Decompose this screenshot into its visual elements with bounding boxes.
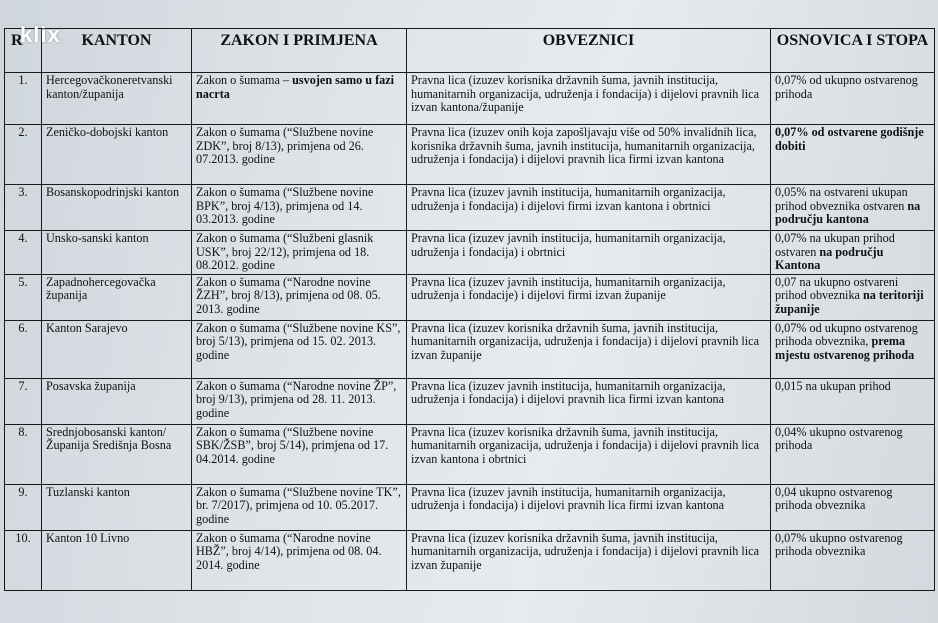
table-row bbox=[5, 378, 935, 424]
zakon-cell bbox=[192, 125, 407, 185]
kanton-text: Kanton 10 Livno bbox=[46, 530, 130, 545]
row-number-text: 9. bbox=[18, 484, 28, 499]
obveznici-text: Pravna lica (izuzev korisnika državnih šuma, javnih institucija, humanitarnih organizacija, udruženja i fondacija) i dijelovi pravnih lica izvan županije bbox=[411, 530, 760, 572]
osnovica-cell bbox=[771, 185, 935, 231]
table-row bbox=[5, 274, 935, 320]
kanton-text: Zeničko-dobojski kanton bbox=[46, 125, 169, 139]
kanton-text: Bosanskopodrinjski kanton bbox=[46, 185, 180, 199]
watermark-logo: klix bbox=[20, 22, 61, 47]
osnovica-cell bbox=[771, 378, 935, 424]
row-number bbox=[5, 484, 42, 530]
row-number-text: 7. bbox=[18, 378, 28, 393]
row-number-text: 5. bbox=[18, 274, 28, 289]
osnovica-text: 0,05% na ostvareni ukupan prihod obveznika ostvaren bbox=[775, 185, 908, 213]
zakon-bold-text: usvojen samo u fazi nacrta bbox=[196, 73, 395, 101]
zakon-cell bbox=[192, 378, 407, 424]
obveznici-cell bbox=[407, 185, 771, 231]
obveznici-cell bbox=[407, 320, 771, 378]
zakon-text: Zakon o šumama (“Službene novine BPK”, broj 4/13), primjena od 14. 03.2013. godine bbox=[196, 185, 374, 227]
osnovica-text: 0,04 ukupno ostvarenog prihoda obveznika bbox=[775, 484, 893, 513]
obveznici-text: Pravna lica (izuzev javnih institucija, humanitarnih organizacija, udruženja i fondacija) i dijelovi firmi izvan kantona i obrtnici bbox=[411, 185, 726, 213]
zakon-text: Zakon o šumama (“Službene novine TK”, br. 7/2017), primjena od 10. 05.2017. godine bbox=[196, 484, 401, 526]
kanton-text: Unsko-sanski kanton bbox=[46, 231, 149, 245]
osnovica-cell bbox=[771, 231, 935, 275]
kanton-cell bbox=[42, 231, 192, 275]
osnovica-bold-text: na teritoriji županije bbox=[775, 288, 924, 316]
zakon-cell bbox=[192, 424, 407, 484]
obveznici-text: Pravna lica (izuzev onih koja zapošljavaju više od 50% invalidnih lica, korisnika državnih šuma, javnih institucija, humanitarnih organizacija, udruženja i fondacija) i dijelovi pravnih lica firmi izvan kantona bbox=[411, 125, 757, 167]
header-zakon: ZAKON I PRIMJENA bbox=[192, 29, 407, 73]
kanton-text: Posavska županija bbox=[46, 378, 136, 393]
obveznici-cell bbox=[407, 125, 771, 185]
zakon-text: Zakon o šumama – bbox=[196, 73, 293, 87]
zakon-cell bbox=[192, 530, 407, 590]
header-kanton: KANTON bbox=[42, 29, 192, 73]
zakon-cell bbox=[192, 73, 407, 125]
table-row bbox=[5, 530, 935, 590]
row-number-text: 6. bbox=[18, 320, 28, 335]
row-number-text: 2. bbox=[18, 125, 28, 139]
kanton-text: Hercegovačkoneretvanski kanton/županija bbox=[46, 73, 173, 101]
osnovica-cell bbox=[771, 73, 935, 125]
row-number bbox=[5, 185, 42, 231]
kanton-text: Kanton Sarajevo bbox=[46, 320, 128, 335]
kanton-cell bbox=[42, 320, 192, 378]
osnovica-bold-text: prema mjestu ostvarenog prihoda bbox=[775, 334, 915, 362]
obveznici-text: Pravna lica (izuzev korisnika državnih šuma, javnih institucija, humanitarnih organizacija, udruženja i fondacija) i dijelovi pravnih lica izvan županije bbox=[411, 320, 760, 362]
zakon-text: Zakon o šumama (“Službene novine KS”, broj 5/13), primjena od 15. 02. 2013. godine bbox=[196, 320, 401, 362]
row-number bbox=[5, 424, 42, 484]
obveznici-cell bbox=[407, 484, 771, 530]
zakon-cell bbox=[192, 274, 407, 320]
table-row bbox=[5, 185, 935, 231]
header-osnovica: OSNOVICA I STOPA bbox=[771, 29, 935, 73]
obveznici-cell bbox=[407, 378, 771, 424]
osnovica-cell bbox=[771, 125, 935, 185]
obveznici-cell bbox=[407, 530, 771, 590]
osnovica-text: 0,07% od ukupno ostvarenog prihoda obveznika, bbox=[775, 320, 918, 349]
zakon-cell bbox=[192, 484, 407, 530]
kanton-cell bbox=[42, 73, 192, 125]
zakon-text: Zakon o šumama (“Službene novine SBK/ŽSB”, broj 5/14), primjena od 17. 04.2014. godine bbox=[196, 424, 389, 466]
obveznici-text: Pravna lica (izuzev korisnika državnih šuma, javnih institucija, humanitarnih organizacija, udruženja i fondacija) i dijelovi pravnih lica izvan kantona/županije bbox=[411, 73, 760, 115]
header-obveznici: OBVEZNICI bbox=[407, 29, 771, 73]
obveznici-text: Pravna lica (izuzev javnih institucija, humanitarnih organizacija, udruženja i fondacije) i dijelovi firmi izvan županije bbox=[411, 274, 726, 303]
obveznici-cell bbox=[407, 424, 771, 484]
row-number bbox=[5, 378, 42, 424]
zakon-text: Zakon o šumama (“Narodne novine HBŽ”, broj 4/14), primjena od 08. 04. 2014. godine bbox=[196, 530, 382, 572]
osnovica-cell bbox=[771, 320, 935, 378]
osnovica-cell bbox=[771, 530, 935, 590]
zakon-cell bbox=[192, 320, 407, 378]
osnovica-text: 0,04% ukupno ostvarenog prihoda bbox=[775, 424, 903, 453]
obveznici-text: Pravna lica (izuzev javnih institucija, humanitarnih organizacija, udruženja i fondacija) i obrtnici bbox=[411, 231, 726, 259]
table-row bbox=[5, 231, 935, 275]
row-number-text: 1. bbox=[18, 73, 28, 87]
obveznici-cell bbox=[407, 73, 771, 125]
header-rb: R bbox=[5, 29, 42, 73]
obveznici-text: Pravna lica (izuzev korisnika državnih šuma, javnih institucija, humanitarnih organizacija, udruženja i fondacija) i dijelovi pravnih lica izvan kantona i obrtnici bbox=[411, 424, 760, 466]
zakon-text: Zakon o šumama (“Službeni glasnik USK”, broj 22/12), primjena od 18. 08.2012. godine bbox=[196, 231, 374, 273]
kanton-cell bbox=[42, 274, 192, 320]
row-number bbox=[5, 530, 42, 590]
kanton-cell bbox=[42, 424, 192, 484]
kanton-cell bbox=[42, 185, 192, 231]
osnovica-cell bbox=[771, 424, 935, 484]
table-row bbox=[5, 424, 935, 484]
obveznici-cell bbox=[407, 274, 771, 320]
row-number bbox=[5, 125, 42, 185]
table-row bbox=[5, 73, 935, 125]
osnovica-text: 0,07% ukupno ostvarenog prihoda obveznika bbox=[775, 530, 903, 559]
osnovica-text: 0,07 na ukupno ostvareni prihod obveznika bbox=[775, 274, 899, 303]
osnovica-cell bbox=[771, 274, 935, 320]
obveznici-cell bbox=[407, 231, 771, 275]
row-number bbox=[5, 274, 42, 320]
kanton-cell bbox=[42, 125, 192, 185]
zakon-cell bbox=[192, 231, 407, 275]
osnovica-text: 0,07% na ukupan prihod ostvaren bbox=[775, 231, 895, 259]
kanton-text: Srednjobosanski kanton/Županija Središnja Bosna bbox=[46, 424, 172, 453]
row-number-text: 10. bbox=[15, 530, 31, 545]
table-row bbox=[5, 320, 935, 378]
kanton-cell bbox=[42, 530, 192, 590]
kanton-text: Zapadnohercegovačka županija bbox=[46, 274, 156, 303]
row-number bbox=[5, 73, 42, 125]
zakon-text: Zakon o šumama (“Službene novine ZDK”, broj 8/13), primjena od 26. 07.2013. godine bbox=[196, 125, 374, 167]
forest-tax-table bbox=[4, 28, 935, 591]
kanton-cell bbox=[42, 484, 192, 530]
obveznici-text: Pravna lica (izuzev javnih institucija, humanitarnih organizacija, udruženja i fondacija) i dijelovi pravnih lica firmi izvan kantona bbox=[411, 484, 726, 513]
osnovica-cell bbox=[771, 484, 935, 530]
osnovica-text: 0,07% od ukupno ostvarenog prihoda bbox=[775, 73, 918, 101]
row-number-text: 4. bbox=[18, 231, 28, 245]
zakon-cell bbox=[192, 185, 407, 231]
osnovica-bold-text: na području Kantona bbox=[775, 244, 884, 273]
osnovica-bold-text: na području kantona bbox=[775, 198, 921, 227]
kanton-cell bbox=[42, 378, 192, 424]
obveznici-text: Pravna lica (izuzev javnih institucija, humanitarnih organizacija, udruženja i fondacija) i dijelovi pravnih lica firmi izvan kantona bbox=[411, 378, 726, 407]
osnovica-bold-text: 0,07% od ostvarene godišnje dobiti bbox=[775, 125, 924, 153]
table-row bbox=[5, 484, 935, 530]
zakon-text: Zakon o šumama (“Narodne novine ŽP”, broj 9/13), primjena od 28. 11. 2013. godine bbox=[196, 378, 397, 420]
zakon-text: Zakon o šumama (“Narodne novine ŽZH”, broj 8/13), primjena od 08. 05. 2013. godine bbox=[196, 274, 381, 316]
row-number bbox=[5, 231, 42, 275]
kanton-text: Tuzlanski kanton bbox=[46, 484, 130, 499]
row-number bbox=[5, 320, 42, 378]
table-header-row bbox=[5, 29, 935, 73]
table-row bbox=[5, 125, 935, 185]
osnovica-text: 0,015 na ukupan prihod bbox=[775, 378, 891, 393]
row-number-text: 3. bbox=[18, 185, 28, 199]
row-number-text: 8. bbox=[18, 424, 28, 439]
